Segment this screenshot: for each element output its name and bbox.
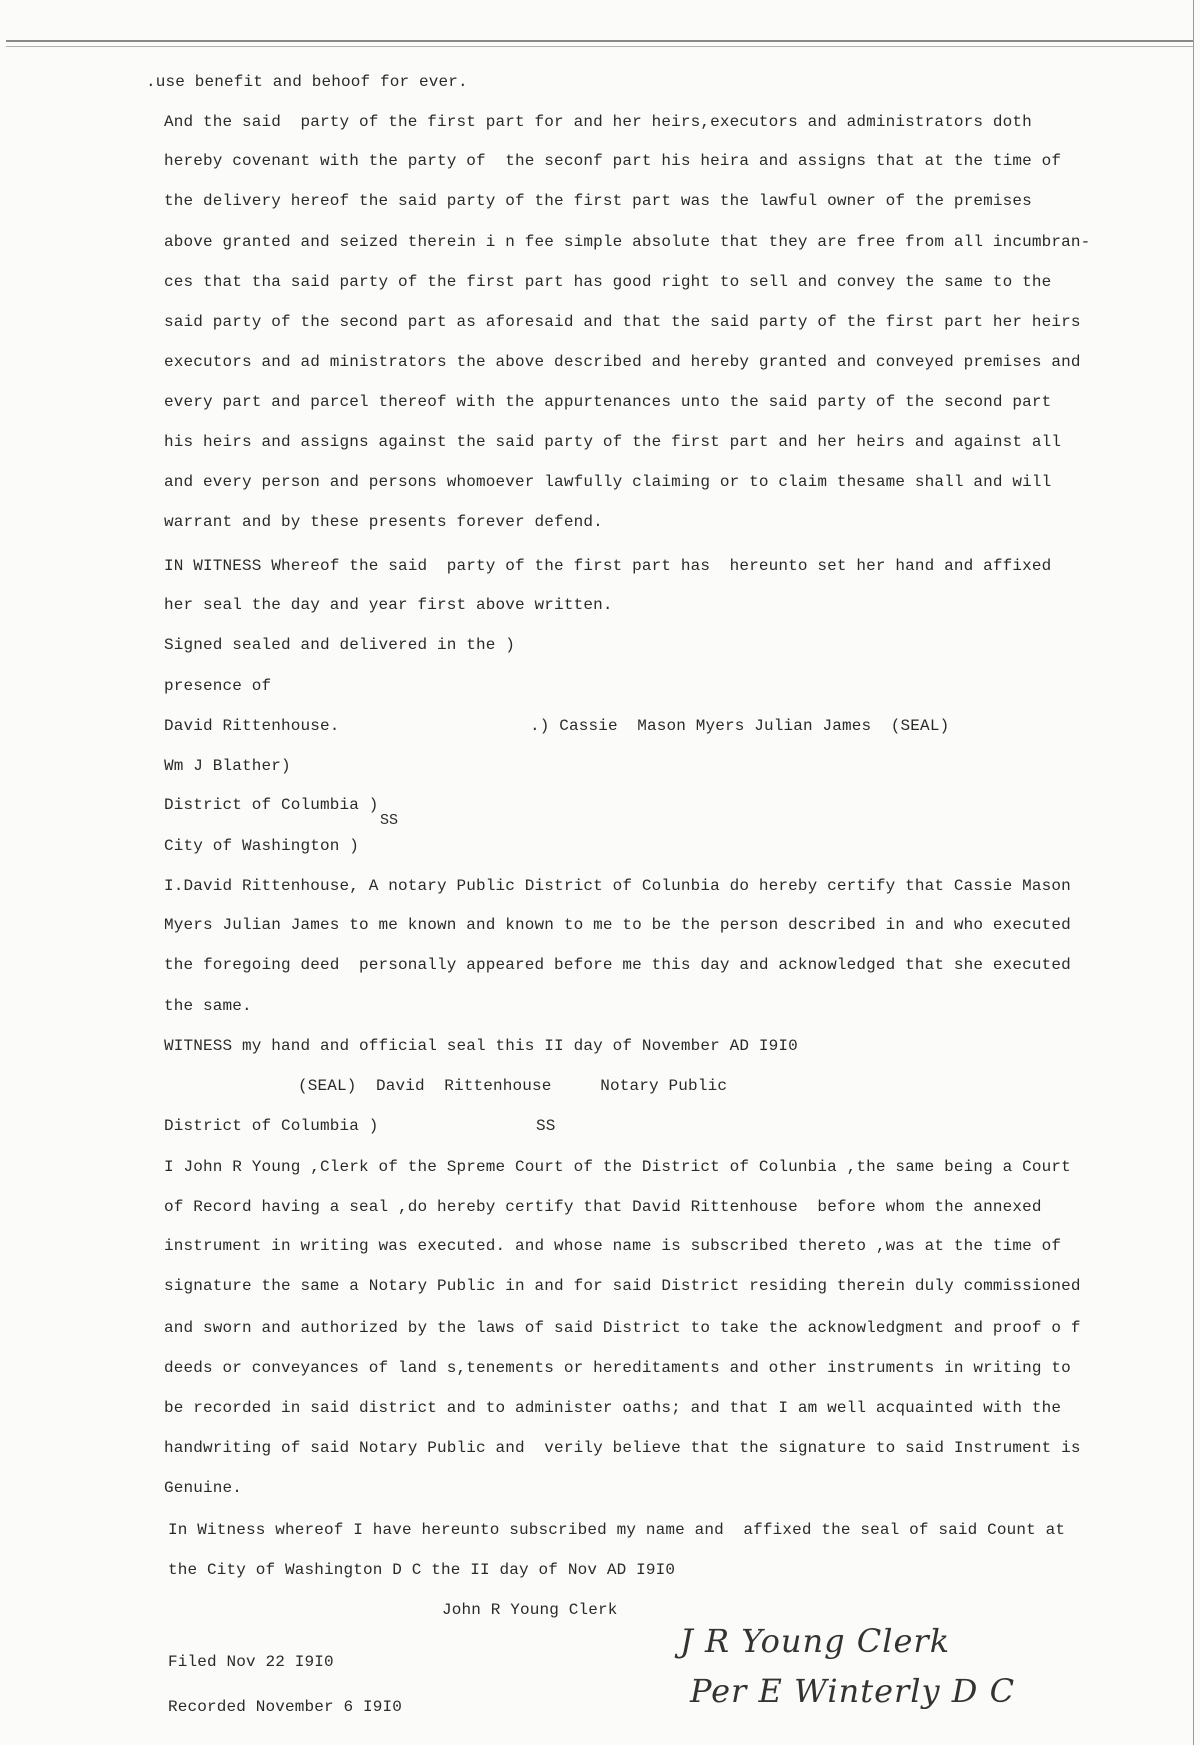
recorded-date: Recorded November 6 I9I0 [168,1698,403,1716]
venue-district: District of Columbia ) [164,796,379,814]
deed-line-31: I John R Young ,Clerk of the Spreme Court of the District of Colunbia ,the same being a Court [164,1158,1071,1176]
handwritten-signature-deputy: Per E Winterly D C [690,1672,1016,1710]
deed-line-14: her seal the day and year first above written. [164,596,613,614]
top-border-rule [6,40,1194,42]
deed-line-02: And the said party of the first part for and her heirs,executors and administrators doth [164,113,1032,131]
venue2-ss-mark: SS [536,1117,556,1135]
venue-ss-mark: SS [380,812,399,829]
deed-line-36: deeds or conveyances of land s,tenements or hereditaments and other instruments in writing to [164,1359,1071,1377]
deed-line-05: above granted and seized therein i n fee simple absolute that they are free from all incumbran- [164,233,1091,251]
right-border-rule [1193,0,1194,1745]
deed-line-09: every part and parcel thereof with the appurtenances unto the said party of the second part [164,393,1052,411]
top-border-rule-inner [6,46,1194,47]
deed-line-11: and every person and persons whomoever lawfully claiming or to claim thesame shall and will [164,473,1052,491]
venue2-district: District of Columbia ) [164,1117,379,1135]
deed-line-08: executors and ad ministrators the above described and hereby granted and conveyed premises and [164,353,1081,371]
clerk-signature-line: John R Young Clerk [442,1601,618,1619]
deed-line-04: the delivery hereof the said party of the first part was the lawful owner of the premises [164,192,1032,210]
deed-line-32: of Record having a seal ,do hereby certify that David Rittenhouse before whom the annexed [164,1198,1042,1216]
deed-line-41: the City of Washington D C the II day of Nov AD I9I0 [168,1561,676,1579]
deed-line-07: said party of the second part as aforesaid and that the said party of the first part her heirs [164,313,1081,331]
handwritten-signature-clerk: J R Young Clerk [680,1622,951,1660]
deed-line-37: be recorded in said district and to administer oaths; and that I am well acquainted with the [164,1399,1062,1417]
deed-line-38: handwriting of said Notary Public and verily believe that the signature to said Instrument is [164,1439,1081,1457]
deed-line-34: signature the same a Notary Public in and for said District residing therein duly commissioned [164,1277,1081,1295]
deed-line-06: ces that tha said party of the first part has good right to sell and convey the same to the [164,273,1052,291]
deed-line-39: Genuine. [164,1479,243,1497]
deed-line-10: his heirs and assigns against the said party of the first part and her heirs and against all [164,433,1062,451]
deed-line-40: In Witness whereof I have hereunto subscribed my name and affixed the seal of said Count at [168,1521,1066,1539]
deed-line-12: warrant and by these presents forever defend. [164,513,603,531]
deed-line-33: instrument in writing was executed. and whose name is subscribed thereto ,was at the time of [164,1237,1062,1255]
witness-name: David Rittenhouse. [164,717,340,735]
deed-line-16: presence of [164,677,272,695]
deed-line-13: IN WITNESS Whereof the said party of the first part has hereunto set her hand and affixed [164,557,1052,575]
deed-line-03: hereby covenant with the party of the seconf part his heira and assigns that at the time of [164,152,1062,170]
deed-line-25: the foregoing deed personally appeared before me this day and acknowledged that she executed [164,956,1071,974]
deed-line-24: Myers Julian James to me known and known to me to be the person described in and who executed [164,916,1071,934]
deed-line-23: I.David Rittenhouse, A notary Public District of Colunbia do hereby certify that Cassie Mason [164,877,1071,895]
filed-date: Filed Nov 22 I9I0 [168,1653,334,1671]
deed-line-19: Wm J Blather) [164,757,291,775]
deed-line-26: the same. [164,997,252,1015]
deed-line-01: .use benefit and behoof for ever. [146,73,468,91]
grantor-signature-line: .) Cassie Mason Myers Julian James (SEAL) [530,717,950,735]
notary-signature-line: (SEAL) David Rittenhouse Notary Public [298,1077,728,1095]
deed-line-27: WITNESS my hand and official seal this II day of November AD I9I0 [164,1037,798,1055]
deed-line-35: and sworn and authorized by the laws of said District to take the acknowledgment and proof o f [164,1319,1081,1337]
deed-line-15: Signed sealed and delivered in the ) [164,636,516,654]
venue-city: City of Washington ) [164,837,360,855]
